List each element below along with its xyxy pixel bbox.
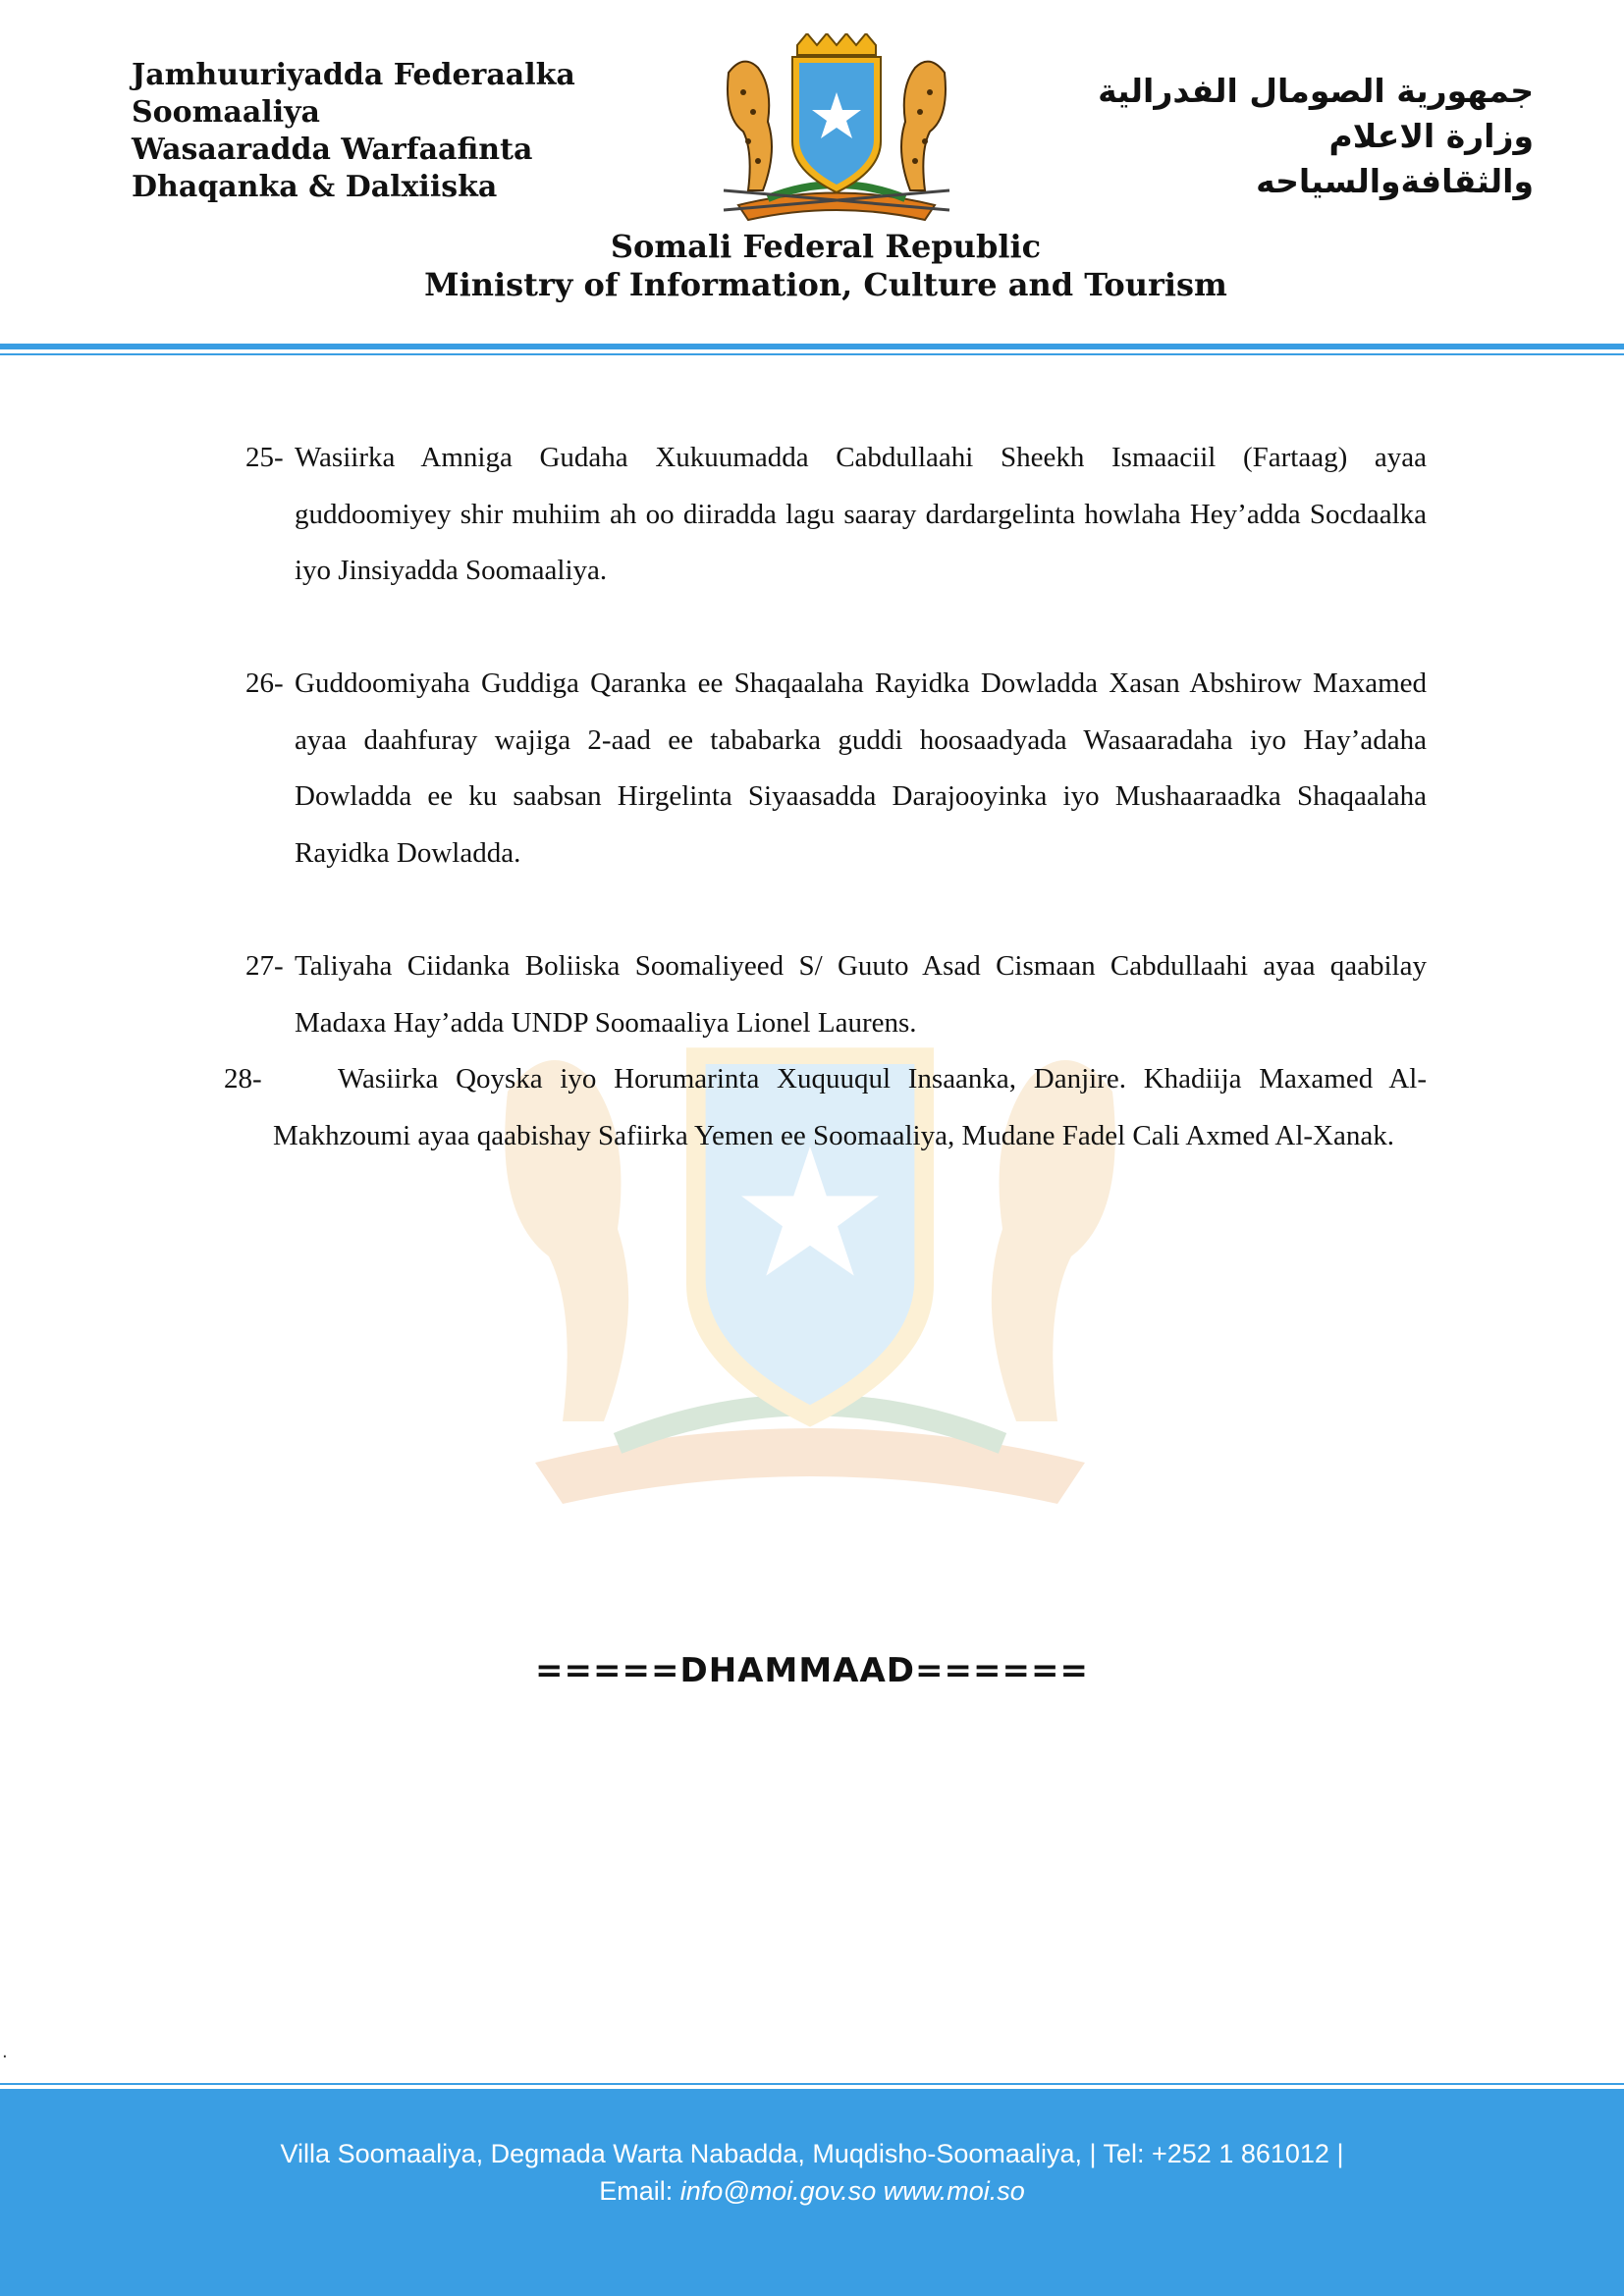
item-number: 26- — [245, 667, 284, 699]
footer-email-link[interactable]: info@moi.gov.so — [679, 2176, 877, 2206]
list-item — [245, 656, 1427, 881]
header-right-line-3: والثقافةوالسياحه — [1256, 162, 1534, 200]
stray-mark: . — [2, 2042, 8, 2062]
closing-marker: =====DHAMMAAD====== — [535, 1651, 1089, 1690]
header-center-english — [0, 228, 1624, 304]
header-left-somali — [132, 57, 681, 206]
item-text: Wasiirka Qoyska iyo Horumarinta Xuquuqul Insaanka, Danjire. Khadiija Maxamed Al-Makhzoumi ayaa qaabishay Safiirka Yemen ee Soomaaliya, Mudane Fadel Cali Axmed Al-Xanak. — [273, 1063, 1427, 1151]
list-item — [245, 430, 1427, 600]
header-right-line-2: وزارة الاعلام — [1328, 117, 1534, 155]
item-number: 25- — [245, 442, 284, 473]
item-number: 28- — [224, 1063, 262, 1095]
header-center-line-2: Ministry of Information, Culture and Tourism — [424, 266, 1227, 303]
header-left-line-2: Soomaaliya — [132, 95, 320, 130]
item-number: 27- — [245, 950, 284, 982]
item-text: Taliyaha Ciidanka Boliiska Soomaliyeed S/ Guuto Asad Cismaan Cabdullaahi ayaa qaabilay Madaxa Hay’adda UNDP Soomaaliya Lionel Laurens. — [295, 950, 1427, 1039]
footer-website-link[interactable]: www.moi.so — [883, 2176, 1025, 2206]
header-right-line-1: جمهورية الصومال الفدرالية — [1098, 72, 1534, 110]
header-center-line-1: Somali Federal Republic — [610, 228, 1042, 265]
item-text: Guddoomiyaha Guddiga Qaranka ee Shaqaalaha Rayidka Dowladda Xasan Abshirow Maxamed ayaa daahfuray wajiga 2-aad ee tababarka guddi hoosaadyada Wasaaradaha iyo Hay’adaha Dowladda ee ku saabsan Hirgelinta Siyaasadda Darajooyinka iyo Mushaaraadka Shaqaalaha Rayidka Dowladda. — [295, 667, 1427, 869]
header-right-arabic — [1023, 69, 1534, 204]
footer — [0, 2089, 1624, 2296]
list-item — [245, 938, 1427, 1051]
header-left-line-4: Dhaqanka & Dalxiiska — [132, 170, 498, 204]
header-divider-thick — [0, 344, 1624, 349]
footer-email-label: Email: — [599, 2176, 674, 2206]
header-divider-thin — [0, 353, 1624, 355]
footer-divider — [0, 2083, 1624, 2085]
header-left-line-3: Wasaaradda Warfaafinta — [132, 133, 533, 167]
footer-contact — [0, 2172, 1624, 2210]
list-item — [224, 1051, 1427, 1164]
somali-coat-of-arms-icon — [699, 33, 974, 230]
footer-address: Villa Soomaaliya, Degmada Warta Nabadda, Muqdisho-Soomaaliya, | Tel: +252 1 861012 | — [280, 2139, 1344, 2168]
header-left-line-1: Jamhuuriyadda Federaalka — [132, 58, 575, 92]
item-text: Wasiirka Amniga Gudaha Xukuumadda Cabdullaahi Sheekh Ismaaciil (Fartaag) ayaa guddoomiyey shir muhiim ah oo diiradda lagu saaray dardargelinta howlaha Hey’adda Socdaalka iyo Jinsiyadda Soomaaliya. — [295, 442, 1427, 586]
